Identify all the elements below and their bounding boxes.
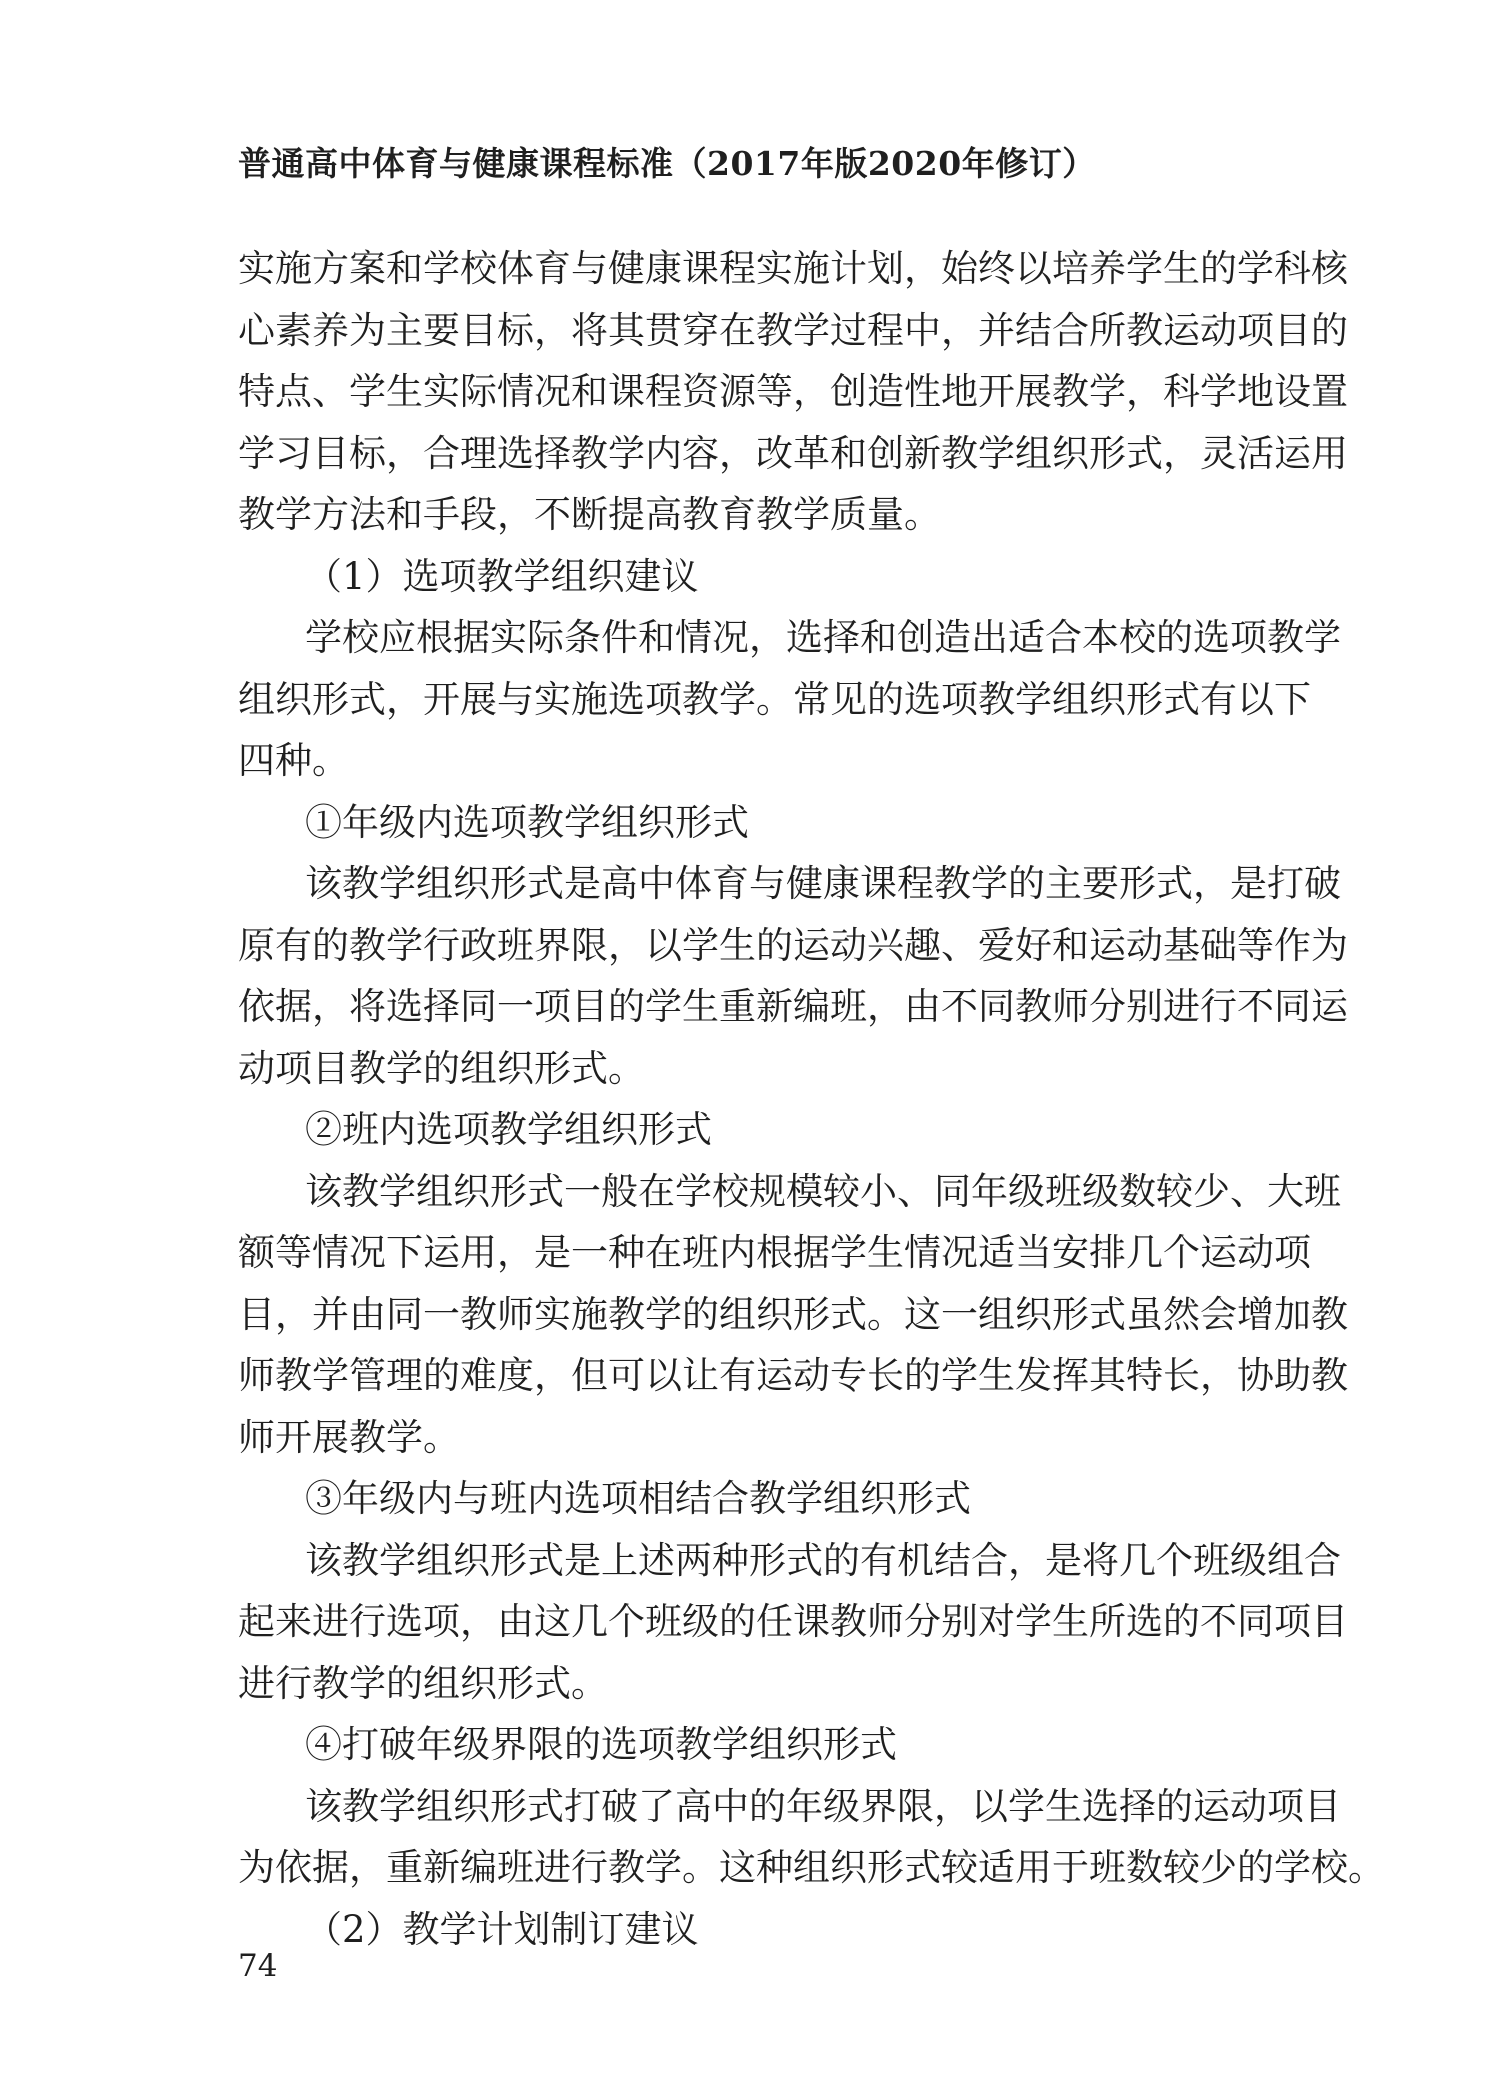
text-line: （1）选项教学组织建议 [305, 554, 699, 598]
text-line: 师教学管理的难度，但可以让有运动专长的学生发挥其特长，协助教 [238, 1354, 1348, 1397]
text-line: 四种。 [238, 739, 349, 782]
text-line: 特点、学生实际情况和课程资源等，创造性地开展教学，科学地设置 [238, 370, 1348, 413]
text-line: 实施方案和学校体育与健康课程实施计划，始终以培养学生的学科核 [238, 247, 1348, 290]
text-line: 目，并由同一教师实施教学的组织形式。这一组织形式虽然会增加教 [238, 1292, 1348, 1336]
body-text [238, 238, 1385, 1960]
text-line: 学校应根据实际条件和情况，选择和创造出适合本校的选项教学 [305, 616, 1341, 659]
text-line: 进行教学的组织形式。 [238, 1661, 608, 1705]
text-line: ②班内选项教学组织形式 [305, 1108, 712, 1151]
text-line: 该教学组织形式是高中体育与健康课程教学的主要形式，是打破 [305, 862, 1341, 905]
text-line: 该教学组织形式一般在学校规模较小、同年级班级数较少、大班 [305, 1169, 1341, 1213]
text-line: 心素养为主要目标，将其贯穿在教学过程中，并结合所教运动项目的 [238, 308, 1348, 352]
text-line: 为依据，重新编班进行教学。这种组织形式较适用于班数较少的学校。 [238, 1846, 1385, 1889]
text-line: 该教学组织形式是上述两种形式的有机结合，是将几个班级组合 [305, 1538, 1341, 1582]
text-line: 该教学组织形式打破了高中的年级界限，以学生选择的运动项目 [305, 1784, 1341, 1828]
text-line: 额等情况下运用，是一种在班内根据学生情况适当安排几个运动项 [238, 1231, 1311, 1274]
text-line: 依据，将选择同一项目的学生重新编班，由不同教师分别进行不同运 [238, 985, 1348, 1028]
text-line: 起来进行选项，由这几个班级的任课教师分别对学生所选的不同项目 [238, 1600, 1348, 1643]
text-line: 学习目标，合理选择教学内容，改革和创新教学组织形式，灵活运用 [238, 431, 1348, 475]
text-line: （2）教学计划制订建议 [305, 1907, 699, 1951]
text-line: 组织形式，开展与实施选项教学。常见的选项教学组织形式有以下 [238, 677, 1311, 721]
text-line: 师开展教学。 [238, 1415, 460, 1459]
text-line: ③年级内与班内选项相结合教学组织形式 [305, 1477, 971, 1520]
text-line: ①年级内选项教学组织形式 [305, 800, 749, 844]
text-line: 动项目教学的组织形式。 [238, 1046, 645, 1090]
text-line: 教学方法和手段，不断提高教育教学质量。 [238, 493, 941, 536]
text-line: 原有的教学行政班界限，以学生的运动兴趣、爱好和运动基础等作为 [238, 923, 1348, 967]
page-number: 74 [238, 1948, 278, 1984]
text-line: ④打破年级界限的选项教学组织形式 [305, 1723, 897, 1766]
running-header-title: 普通高中体育与健康课程标准（2017年版2020年修订） [238, 144, 1096, 183]
